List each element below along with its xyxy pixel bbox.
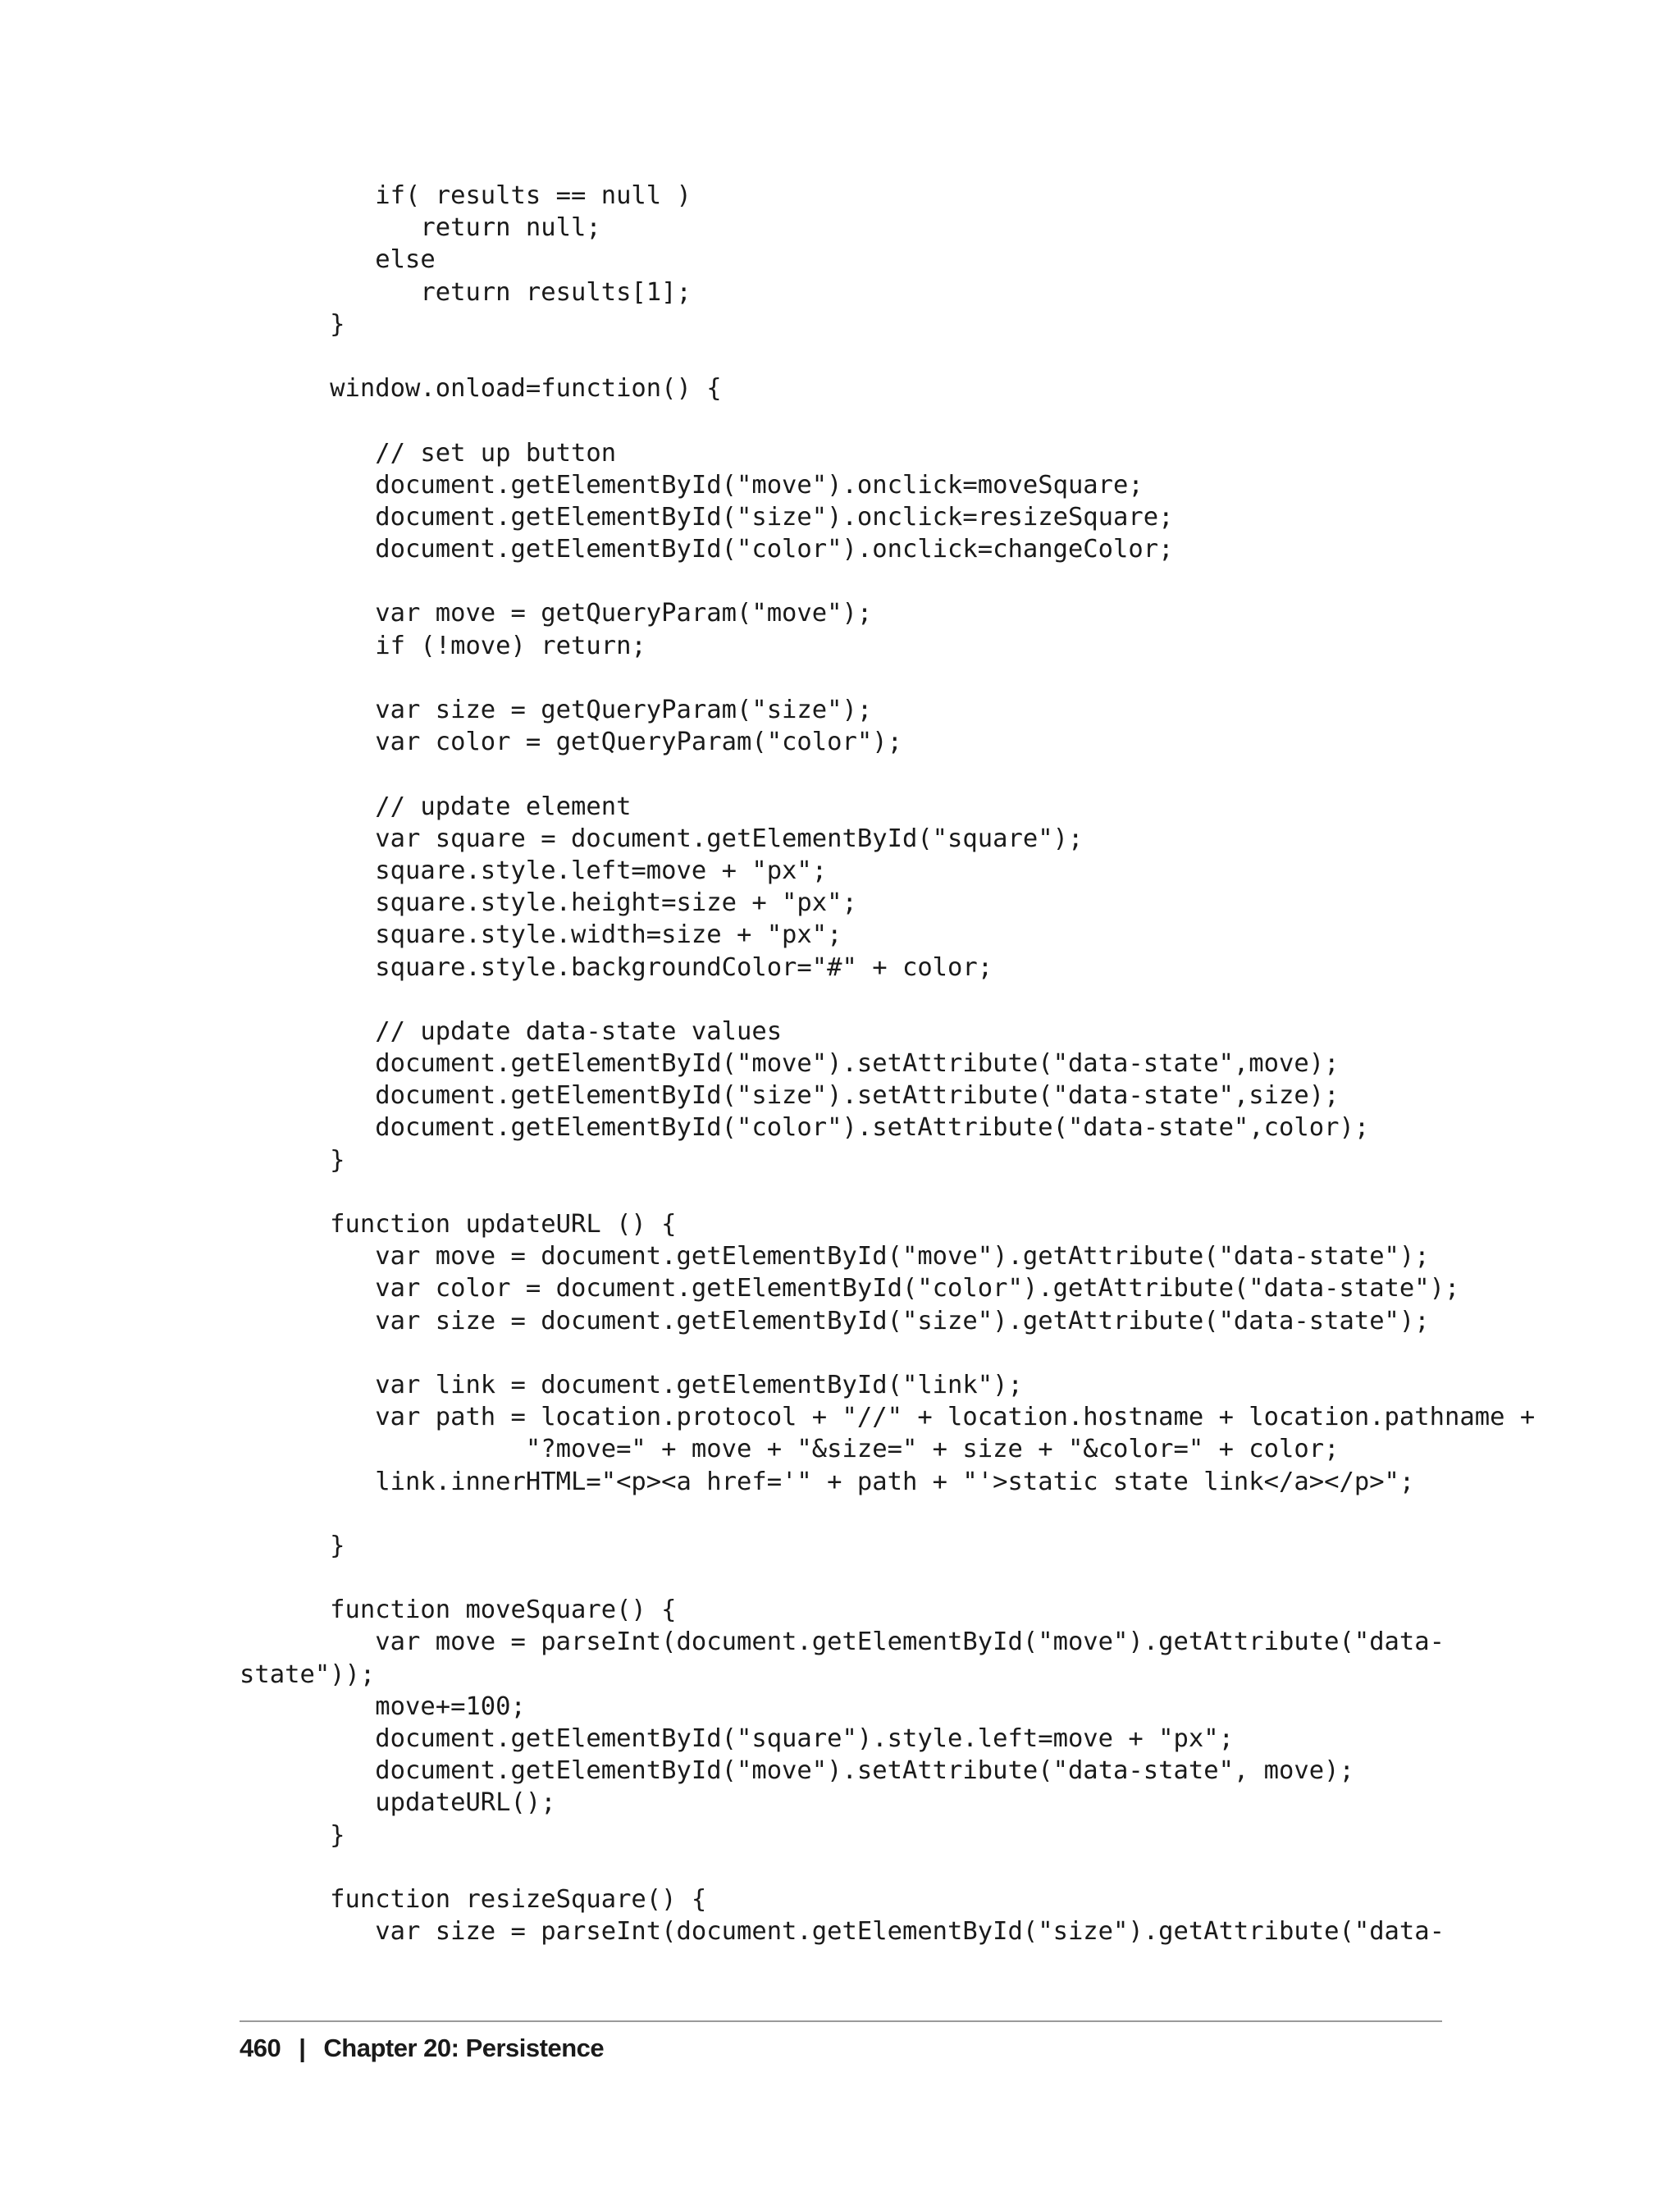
code-line: var path = location.protocol + "//" + location.hostname + location.pathname +	[240, 1403, 1536, 1432]
code-line: var move = document.getElementById("move").getAttribute("data-state");	[240, 1242, 1430, 1271]
code-line: square.style.backgroundColor="#" + color;	[240, 952, 993, 982]
code-listing	[240, 180, 1535, 1947]
code-line: window.onload=function() {	[240, 374, 722, 404]
footer-separator: |	[299, 2034, 306, 2062]
code-line: document.getElementById("color").onclick=changeColor;	[240, 535, 1174, 564]
code-line: document.getElementById("move").setAttribute("data-state", move);	[240, 1756, 1354, 1786]
code-line: document.getElementById("move").onclick=moveSquare;	[240, 470, 1144, 500]
code-line: var size = parseInt(document.getElementById("size").getAttribute("data-	[240, 1917, 1445, 1947]
code-line	[240, 1851, 1535, 1883]
code-line	[240, 984, 1535, 1016]
code-line: document.getElementById("square").style.left=move + "px";	[240, 1724, 1234, 1753]
code-line: "?move=" + move + "&size=" + size + "&color=" + color;	[240, 1435, 1340, 1464]
code-line: function updateURL () {	[240, 1210, 677, 1239]
code-line: document.getElementById("color").setAttribute("data-state",color);	[240, 1113, 1370, 1143]
code-line: var color = getQueryParam("color");	[240, 728, 902, 757]
code-line: if( results == null )	[240, 181, 692, 210]
footer-rule	[240, 2020, 1442, 2022]
code-line: return null;	[240, 213, 601, 243]
code-line: }	[240, 1145, 345, 1175]
code-line: document.getElementById("size").onclick=resizeSquare;	[240, 502, 1174, 532]
code-line: var square = document.getElementById("square");	[240, 824, 1084, 853]
code-line: var move = getQueryParam("move");	[240, 599, 873, 628]
page-footer	[240, 2034, 604, 2063]
code-line: square.style.left=move + "px";	[240, 856, 828, 885]
code-line	[240, 758, 1535, 790]
code-line	[240, 662, 1535, 694]
code-line: else	[240, 245, 436, 275]
chapter-title: Chapter 20: Persistence	[323, 2034, 605, 2062]
code-line: square.style.width=size + "px";	[240, 920, 842, 950]
code-line: document.getElementById("size").setAttribute("data-state",size);	[240, 1081, 1340, 1111]
code-line	[240, 565, 1535, 597]
code-line: var size = document.getElementById("size").getAttribute("data-state");	[240, 1306, 1430, 1335]
code-line	[240, 1498, 1535, 1530]
code-line: move+=100;	[240, 1691, 526, 1721]
code-line	[240, 340, 1535, 372]
code-line: function moveSquare() {	[240, 1596, 677, 1625]
code-line: updateURL();	[240, 1788, 556, 1818]
code-line: // update data-state values	[240, 1016, 783, 1046]
code-line: square.style.height=size + "px";	[240, 888, 857, 918]
code-line: // update element	[240, 792, 632, 821]
code-line: document.getElementById("move").setAttribute("data-state",move);	[240, 1049, 1340, 1079]
code-line: link.innerHTML="<p><a href='" + path + "'>static state link</a></p>";	[240, 1467, 1415, 1496]
code-line	[240, 1562, 1535, 1594]
code-line: }	[240, 1531, 345, 1560]
code-line: var move = parseInt(document.getElementById("move").getAttribute("data-	[240, 1628, 1445, 1657]
code-line: }	[240, 309, 345, 339]
code-line: function resizeSquare() {	[240, 1884, 707, 1914]
code-line: state"));	[240, 1659, 376, 1689]
code-line: var link = document.getElementById("link");	[240, 1370, 1023, 1399]
code-line	[240, 1176, 1535, 1208]
page-number: 460	[240, 2034, 281, 2062]
code-line	[240, 1337, 1535, 1369]
code-line: if (!move) return;	[240, 631, 646, 660]
code-line: var color = document.getElementById("color").getAttribute("data-state");	[240, 1274, 1460, 1303]
code-line: // set up button	[240, 438, 617, 468]
code-line: }	[240, 1820, 345, 1850]
code-line: return results[1];	[240, 277, 692, 307]
code-line	[240, 404, 1535, 436]
code-line: var size = getQueryParam("size");	[240, 696, 873, 724]
